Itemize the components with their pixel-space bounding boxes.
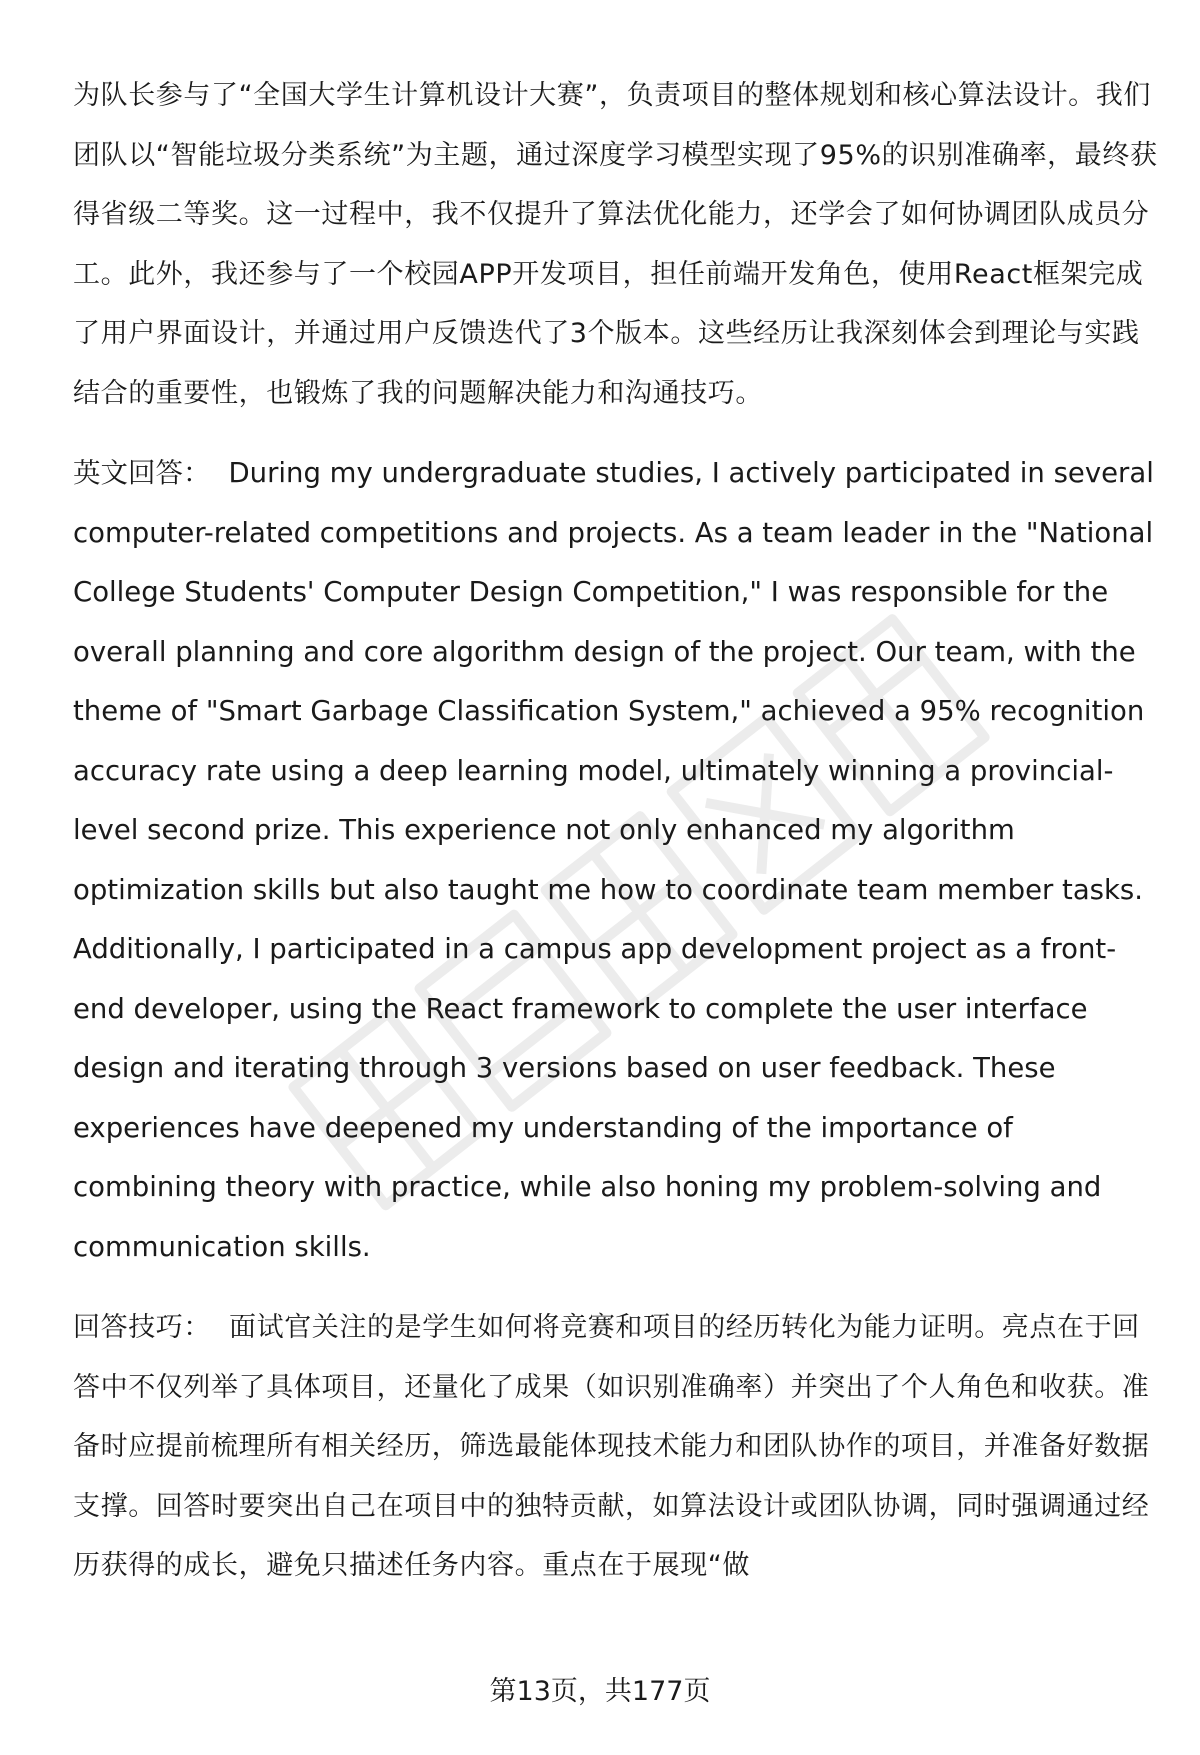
english-answer-label: 英文回答： [73,457,211,489]
page-number: 第13页，共177页 [489,1676,711,1707]
english-answer-paragraph [73,444,1163,1277]
page-body [73,66,1163,1596]
english-answer-text: During my undergraduate studies, I actively participated in several computer-related competitions and projects. As a team leader in the "National College Students' Computer Design Competition," I was responsible for the overall planning and core algorithm design of the project. Our team, with the theme of "Smart Garbage Classification System," achieved a 95% recognition accuracy rate using a deep learning model, ultimately winning a provincial-level second prize. This experience not only enhanced my algorithm optimization skills but also taught me how to coordinate team member tasks. Additionally, I participated in a campus app development project as a front-end developer, using the React framework to complete the user interface design and iterating through 3 versions based on user feedback. These experiences have deepened my understanding of the importance of combining theory with practice, while also honing my problem-solving and communication skills. [73,457,1154,1263]
answer-tips-paragraph [73,1298,1163,1596]
paragraph-gap [73,1277,1163,1298]
answer-tips-text: 面试官关注的是学生如何将竞赛和项目的经历转化为能力证明。亮点在于回答中不仅列举了具体项目，还量化了成果（如识别准确率）并突出了个人角色和收获。准备时应提前梳理所有相关经历，筛选最能体现技术能力和团队协作的项目，并准备好数据支撑。回答时要突出自己在项目中的独特贡献，如算法设计或团队协调，同时强调通过经历获得的成长，避免只描述任务内容。重点在于展现“做 [73,1312,1150,1581]
paragraph-gap [73,423,1163,444]
answer-tips-label: 回答技巧： [73,1312,211,1343]
continued-paragraph: 为队长参与了“全国大学生计算机设计大赛”，负责项目的整体规划和核心算法设计。我们团队以“智能垃圾分类系统”为主题，通过深度学习模型实现了95%的识别准确率，最终获得省级二等奖。这一过程中，我不仅提升了算法优化能力，还学会了如何协调团队成员分工。此外，我还参与了一个校园APP开发项目，担任前端开发角色，使用React框架完成了用户界面设计，并通过用户反馈迭代了3个版本。这些经历让我深刻体会到理论与实践结合的重要性，也锻炼了我的问题解决能力和沟通技巧。 [73,80,1158,409]
